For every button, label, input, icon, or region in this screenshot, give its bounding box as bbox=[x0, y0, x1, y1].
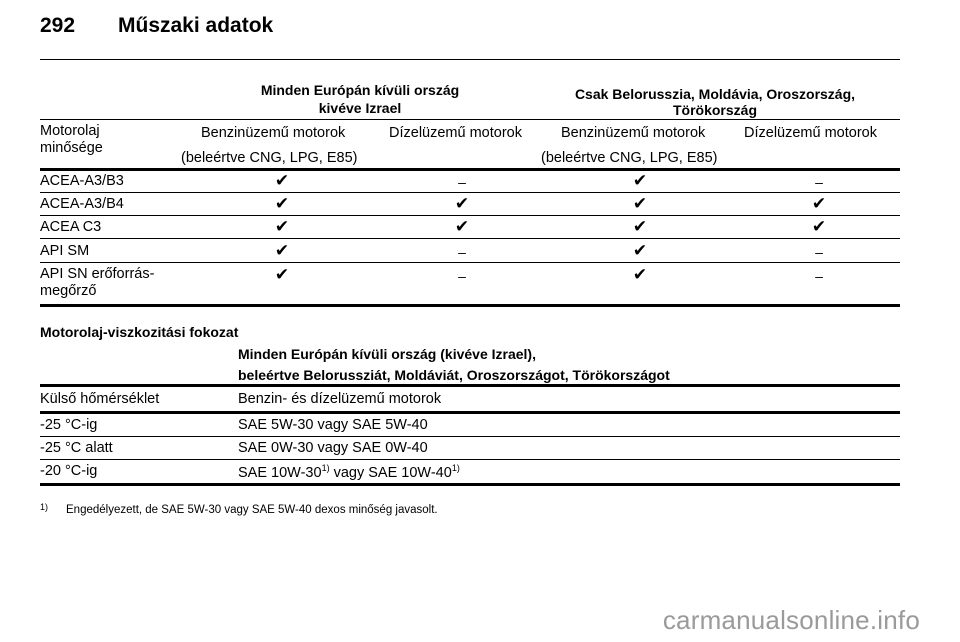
oil-spec-label: ACEA C3 bbox=[40, 219, 102, 235]
check-icon: ✔ bbox=[811, 194, 827, 213]
check-icon: ✔ bbox=[811, 217, 827, 236]
footnote-reference: 1) bbox=[451, 463, 460, 473]
dash-icon: – bbox=[458, 244, 466, 260]
oil-spec-label: ACEA-A3/B3 bbox=[40, 173, 124, 189]
viscosity-subheading-line2: beleértve Belorussziát, Moldáviát, Oroszországot, Törökországot bbox=[238, 367, 670, 383]
viscosity-header-rule bbox=[40, 411, 900, 414]
check-icon: ✔ bbox=[632, 171, 648, 190]
viscosity-grade: SAE 10W-30$^{1)}$ vagy SAE 10W-40$^{1)}$ bbox=[238, 463, 460, 481]
row-divider bbox=[40, 459, 900, 460]
temperature-value: -20 °C-ig bbox=[40, 463, 98, 479]
row-divider bbox=[40, 262, 900, 263]
viscosity-grade: SAE 5W-30 vagy SAE 5W-40 bbox=[238, 417, 428, 433]
table-header-divider bbox=[40, 119, 900, 120]
check-icon: ✔ bbox=[632, 265, 648, 284]
dash-icon: – bbox=[458, 268, 466, 284]
column-header-diesel-1: Dízelüzemű motorok bbox=[389, 125, 522, 141]
row-header-oil-quality: Motorolaj minősége bbox=[40, 123, 103, 156]
engine-type-header: Benzin- és dízelüzemű motorok bbox=[238, 391, 442, 407]
check-icon: ✔ bbox=[274, 217, 290, 236]
group-header-belarus-moldova-russia-turkey: Csak Belorusszia, Moldávia, Oroszország, Törökország bbox=[574, 86, 856, 118]
fuel-note-1: (beleértve CNG, LPG, E85) bbox=[181, 150, 358, 166]
viscosity-subheading-line1: Minden Európán kívüli ország (kivéve Izrael), bbox=[238, 346, 536, 362]
group-header-non-europe: Minden Európán kívüli ország kivéve Izrael bbox=[260, 82, 460, 116]
table-thick-divider bbox=[40, 168, 900, 171]
column-header-diesel-2: Dízelüzemű motorok bbox=[744, 125, 877, 141]
row-divider bbox=[40, 192, 900, 193]
dash-icon: – bbox=[458, 174, 466, 190]
page-number: 292 bbox=[40, 14, 76, 37]
check-icon: ✔ bbox=[454, 194, 470, 213]
watermark: carmanualsonline.info bbox=[662, 605, 920, 635]
check-icon: ✔ bbox=[274, 171, 290, 190]
outside-temperature-header: Külső hőmérséklet bbox=[40, 391, 160, 407]
viscosity-table-top-rule bbox=[40, 384, 900, 387]
check-icon: ✔ bbox=[274, 194, 290, 213]
dash-icon: – bbox=[815, 244, 823, 260]
footnote-text: Engedélyezett, de SAE 5W-30 vagy SAE 5W-40 dexos minőség javasolt. bbox=[66, 504, 438, 516]
fuel-note-2: (beleértve CNG, LPG, E85) bbox=[541, 150, 718, 166]
check-icon: ✔ bbox=[274, 265, 290, 284]
page-title: Műszaki adatok bbox=[118, 14, 274, 37]
oil-spec-label: API SM bbox=[40, 243, 90, 259]
viscosity-table-bottom-rule bbox=[40, 483, 900, 486]
column-header-petrol-2: Benzinüzemű motorok bbox=[561, 125, 706, 141]
table-bottom-rule bbox=[40, 304, 900, 307]
footnote-marker: 1) bbox=[40, 502, 49, 512]
check-icon: ✔ bbox=[454, 217, 470, 236]
oil-spec-label: API SN erőforrás- megőrző bbox=[40, 266, 155, 299]
footnote-reference: 1) bbox=[321, 463, 330, 473]
row-divider bbox=[40, 215, 900, 216]
temperature-value: -25 °C alatt bbox=[40, 440, 113, 456]
check-icon: ✔ bbox=[632, 194, 648, 213]
temperature-value: -25 °C-ig bbox=[40, 417, 98, 433]
dash-icon: – bbox=[815, 174, 823, 190]
check-icon: ✔ bbox=[632, 217, 648, 236]
row-divider bbox=[40, 436, 900, 437]
header-divider bbox=[40, 59, 900, 60]
check-icon: ✔ bbox=[632, 241, 648, 260]
dash-icon: – bbox=[815, 268, 823, 284]
check-icon: ✔ bbox=[274, 241, 290, 260]
viscosity-heading: Motorolaj-viszkozitási fokozat bbox=[40, 324, 239, 340]
oil-spec-label: ACEA-A3/B4 bbox=[40, 196, 124, 212]
column-header-petrol-1: Benzinüzemű motorok bbox=[201, 125, 346, 141]
viscosity-grade: SAE 0W-30 vagy SAE 0W-40 bbox=[238, 440, 428, 456]
row-divider bbox=[40, 238, 900, 239]
